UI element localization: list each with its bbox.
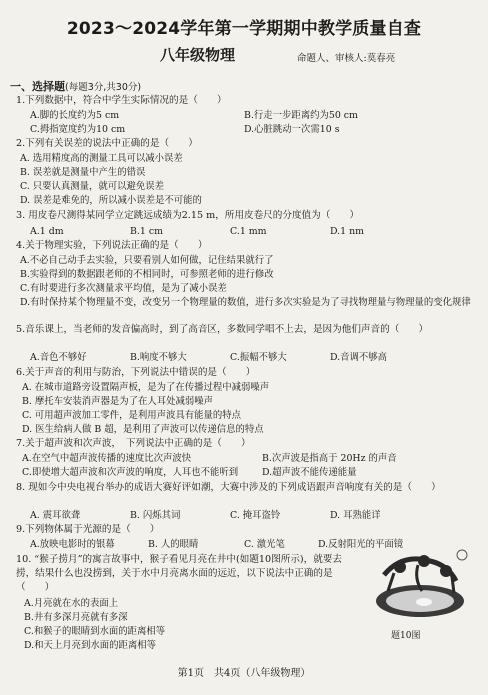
q1-option-c[interactable]: C.拇指宽度约为10 cm xyxy=(30,124,126,135)
q8-option-a[interactable]: A. 震耳欲聋 xyxy=(30,510,81,521)
q10-option-d[interactable]: D.和天上月亮到水面的距离相等 xyxy=(24,640,157,651)
q7-option-a[interactable]: A.在空气中超声波传播的速度比次声波快 xyxy=(22,453,192,464)
question-8-stem: 8. 现如今中央电视台举办的成语大赛好评如潮，大赛中涉及的下列成语跟声音响度有关的是（ ） xyxy=(16,482,441,493)
question-3-stem: 3. 用皮卷尺测得某同学立定跳远成绩为2.15 m，所用皮卷尺的分度值为（ ） xyxy=(16,210,360,221)
figure-caption: 题10图 xyxy=(391,631,421,641)
q7-option-d[interactable]: D.超声波不能传递能量 xyxy=(262,467,357,478)
q6-option-a[interactable]: A. 在城市道路旁设置隔声板，是为了在传播过程中减弱噪声 xyxy=(22,382,270,393)
q4-option-d[interactable]: D.有时保持某个物理量不变，改变另一个物理量的数值，进行多次实验是为了寻找物理量与物理量的变化规律 xyxy=(20,297,471,308)
section-note: (每题3分,共30分) xyxy=(65,82,142,93)
monkey-well-illustration xyxy=(366,545,474,625)
q7-option-c[interactable]: C.即使增大超声波和次声波的响度，人耳也不能听到 xyxy=(22,467,239,478)
question-2-stem: 2.下列有关误差的说法中正确的是（ ） xyxy=(16,138,198,149)
q9-option-b[interactable]: B. 人的眼睛 xyxy=(148,539,199,550)
q2-option-a[interactable]: A. 选用精度高的测量工具可以减小误差 xyxy=(20,153,183,164)
q3-option-d[interactable]: D.1 nm xyxy=(330,226,365,237)
q6-option-b[interactable]: B. 摩托车安装消声器是为了在人耳处减弱噪声 xyxy=(22,396,213,407)
q1-option-d[interactable]: D.心脏跳动一次需10 s xyxy=(244,124,340,135)
q9-option-d[interactable]: D.反射阳光的平面镜 xyxy=(318,539,404,550)
q8-option-d[interactable]: D. 耳熟能详 xyxy=(330,510,381,521)
q5-option-b[interactable]: B.响度不够大 xyxy=(130,352,187,363)
exam-subtitle: 八年级物理 xyxy=(160,46,236,64)
question-9-stem: 9.下列物体属于光源的是（ ） xyxy=(16,524,160,535)
monkey-well-figure xyxy=(366,545,474,625)
q6-option-d[interactable]: D. 医生给病人做 B 超，是利用了声波可以传递信息的特点 xyxy=(22,424,264,435)
q4-option-b[interactable]: B.实验得到的数据跟老师的不相同时，可参照老师的进行修改 xyxy=(20,269,274,280)
q7-option-b[interactable]: B.次声波是指高于 20Hz 的声音 xyxy=(262,453,397,464)
q3-option-a[interactable]: A.1 dm xyxy=(30,226,64,237)
exam-authors: 命题人、审核人:莫春亮 xyxy=(297,53,396,64)
q5-option-a[interactable]: A.音色不够好 xyxy=(30,352,87,363)
section-heading xyxy=(10,78,141,94)
q5-option-d[interactable]: D.音调不够高 xyxy=(330,352,388,363)
q3-option-b[interactable]: B.1 cm xyxy=(130,226,163,237)
page-footer: 第1页 共4页（八年级物理） xyxy=(177,668,311,679)
q1-option-a[interactable]: A.脚的长度约为5 cm xyxy=(30,110,120,121)
q4-option-c[interactable]: C.有时要进行多次测量求平均值，是为了减小误差 xyxy=(20,283,227,294)
q4-option-a[interactable]: A.不必自己动手去实验，只要看别人如何做，记住结果就行了 xyxy=(20,255,274,266)
section-title: 一、选择题 xyxy=(10,80,65,93)
q5-option-c[interactable]: C.振幅不够大 xyxy=(230,352,287,363)
question-10-stem: 10. “猴子捞月”的寓言故事中，猴子看见月亮在井中(如题10图所示)，就要去捞，结果什么也没捞到，关于水中月亮离水面的远近，以下说法中正确的是（ ） xyxy=(16,554,343,593)
q2-option-d[interactable]: D. 误差是难免的，所以减小误差是不可能的 xyxy=(20,195,202,206)
q8-option-c[interactable]: C. 掩耳盗铃 xyxy=(230,510,281,521)
q9-option-a[interactable]: A.放映电影时的银幕 xyxy=(30,539,115,550)
q10-option-c[interactable]: C.和猴子的眼睛到水面的距离相等 xyxy=(24,626,166,637)
question-4-stem: 4.关于物理实验，下列说法正确的是（ ） xyxy=(16,240,208,251)
q1-option-b[interactable]: B.行走一步距离约为50 cm xyxy=(244,110,358,121)
q10-option-a[interactable]: A.月亮就在水的表面上 xyxy=(24,598,119,609)
question-6-stem: 6.关于声音的利用与防治，下列说法中错误的是（ ） xyxy=(16,367,256,378)
q9-option-c[interactable]: C. 激光笔 xyxy=(244,539,285,550)
q8-option-b[interactable]: B. 闪烁其词 xyxy=(130,510,181,521)
q2-option-b[interactable]: B. 误差就是测量中产生的错误 xyxy=(20,167,146,178)
q3-option-c[interactable]: C.1 mm xyxy=(230,226,267,237)
q6-option-c[interactable]: C. 可用超声波加工零件，是利用声波具有能量的特点 xyxy=(22,410,242,421)
question-5-stem: 5.音乐课上，当老师的发音偏高时，到了高音区，多数同学唱不上去，是因为他们声音的（ ） xyxy=(16,324,429,335)
question-7-stem: 7.关于超声波和次声波， 下列说法中正确的是（ ） xyxy=(16,438,251,449)
exam-title: 2023～2024学年第一学期期中教学质量自查 xyxy=(66,19,422,39)
q2-option-c[interactable]: C. 只要认真测量，就可以避免误差 xyxy=(20,181,165,192)
q10-option-b[interactable]: B.井有多深月亮就有多深 xyxy=(24,612,128,623)
question-1-stem: 1.下列数据中，符合中学生实际情况的是（ ） xyxy=(16,95,227,106)
